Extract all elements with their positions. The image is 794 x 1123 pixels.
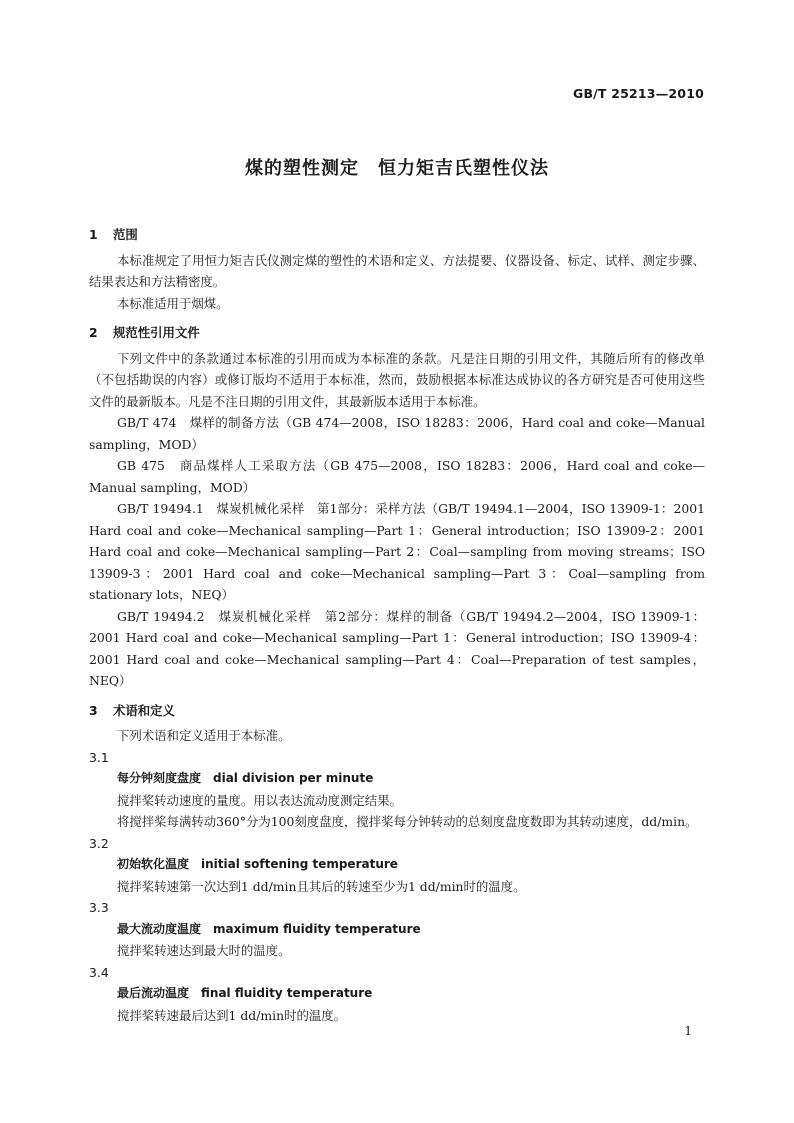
term-name: 最后流动温度 final fluidity temperature	[117, 986, 373, 1000]
paragraph: 下列术语和定义适用于本标准。	[117, 728, 291, 743]
reference-entry: GB/T 19494.1 煤炭机械化采样 第1部分：采样方法（GB/T 19494.1—2004，ISO 13909-1：2001 Hard coal and coke—Mechanical sampling—Part 1：General introduction；ISO 13909-2：2001 Hard coal and coke—Mechanical sampling—Part 2：Coal—sampling from moving streams；ISO 13909-3：2001 Hard coal and coke—Mechanical sampling—Part 3：Coal—sampling from stationary lots，NEQ）	[89, 501, 705, 602]
section-title: 术语和定义	[113, 702, 175, 718]
term-number: 3.4	[89, 964, 109, 980]
term-definition: 搅拌桨转速第一次达到1 dd/min且其后的转速至少为1 dd/min时的温度。	[117, 878, 526, 894]
page-number: 1	[684, 1024, 692, 1038]
section-number: 3	[89, 702, 98, 718]
section-title: 规范性引用文件	[113, 325, 200, 340]
section-heading-normative-references	[89, 322, 705, 344]
term-definition: 搅拌桨转速达到最大时的温度。	[117, 943, 291, 958]
standard-number: GB/T 25213—2010	[572, 86, 704, 101]
term-number: 3.2	[89, 835, 109, 851]
document-body	[89, 224, 705, 1026]
section-number: 2	[89, 325, 98, 340]
term-definition: 搅拌桨转速最后达到1 dd/min时的温度。	[117, 1007, 347, 1023]
reference-entry: GB/T 474 煤样的制备方法（GB 474—2008，ISO 18283：2006，Hard coal and coke—Manual sampling，MOD）	[89, 415, 705, 452]
section-title: 范围	[113, 227, 138, 242]
paragraph: 下列文件中的条款通过本标准的引用而成为本标准的条款。凡是注日期的引用文件，其随后所有的修改单（不包括勘误的内容）或修订版均不适用于本标准，然而，鼓励根据本标准达成协议的各方研究是否可使用这些文件的最新版本。凡是不注日期的引用文件，其最新版本适用于本标准。	[89, 350, 705, 409]
paragraph: 本标准适用于烟煤。	[117, 295, 229, 311]
section-heading-scope	[89, 224, 705, 246]
term-number: 3.3	[89, 900, 109, 915]
reference-entry: GB 475 商品煤样人工采取方法（GB 475—2008，ISO 18283：2006，Hard coal and coke—Manual sampling，MOD）	[89, 458, 705, 495]
term-name: 初始软化温度 initial softening temperature	[117, 857, 398, 871]
term-definition: 搅拌桨转动速度的量度。用以表达流动度测定结果。	[117, 792, 402, 808]
reference-entry: GB/T 19494.2 煤炭机械化采样 第2部分：煤样的制备（GB/T 19494.2—2004，ISO 13909-1：2001 Hard coal and coke—Mechanical sampling—Part 1：General introduction；ISO 13909-4：2001 Hard coal and coke—Mechanical sampling—Part 4：Coal—Preparation of test samples，NEQ）	[89, 608, 705, 688]
term-name: 每分钟刻度盘度 dial division per minute	[117, 771, 374, 785]
section-number: 1	[89, 227, 98, 242]
paragraph: 本标准规定了用恒力矩吉氏仪测定煤的塑性的术语和定义、方法提要、仪器设备、标定、试样、测定步骤、结果表达和方法精密度。	[89, 252, 705, 289]
term-name: 最大流动度温度 maximum fluidity temperature	[117, 921, 421, 936]
term-note: 将搅拌桨每满转动360°分为100刻度盘度，搅拌桨每分钟转动的总刻度盘度数即为其转动速度，dd/min。	[117, 814, 698, 829]
term-number: 3.1	[89, 749, 109, 765]
section-heading-terms-definitions	[89, 700, 705, 722]
document-title: 煤的塑性测定 恒力矩吉氏塑性仪法	[245, 158, 549, 179]
